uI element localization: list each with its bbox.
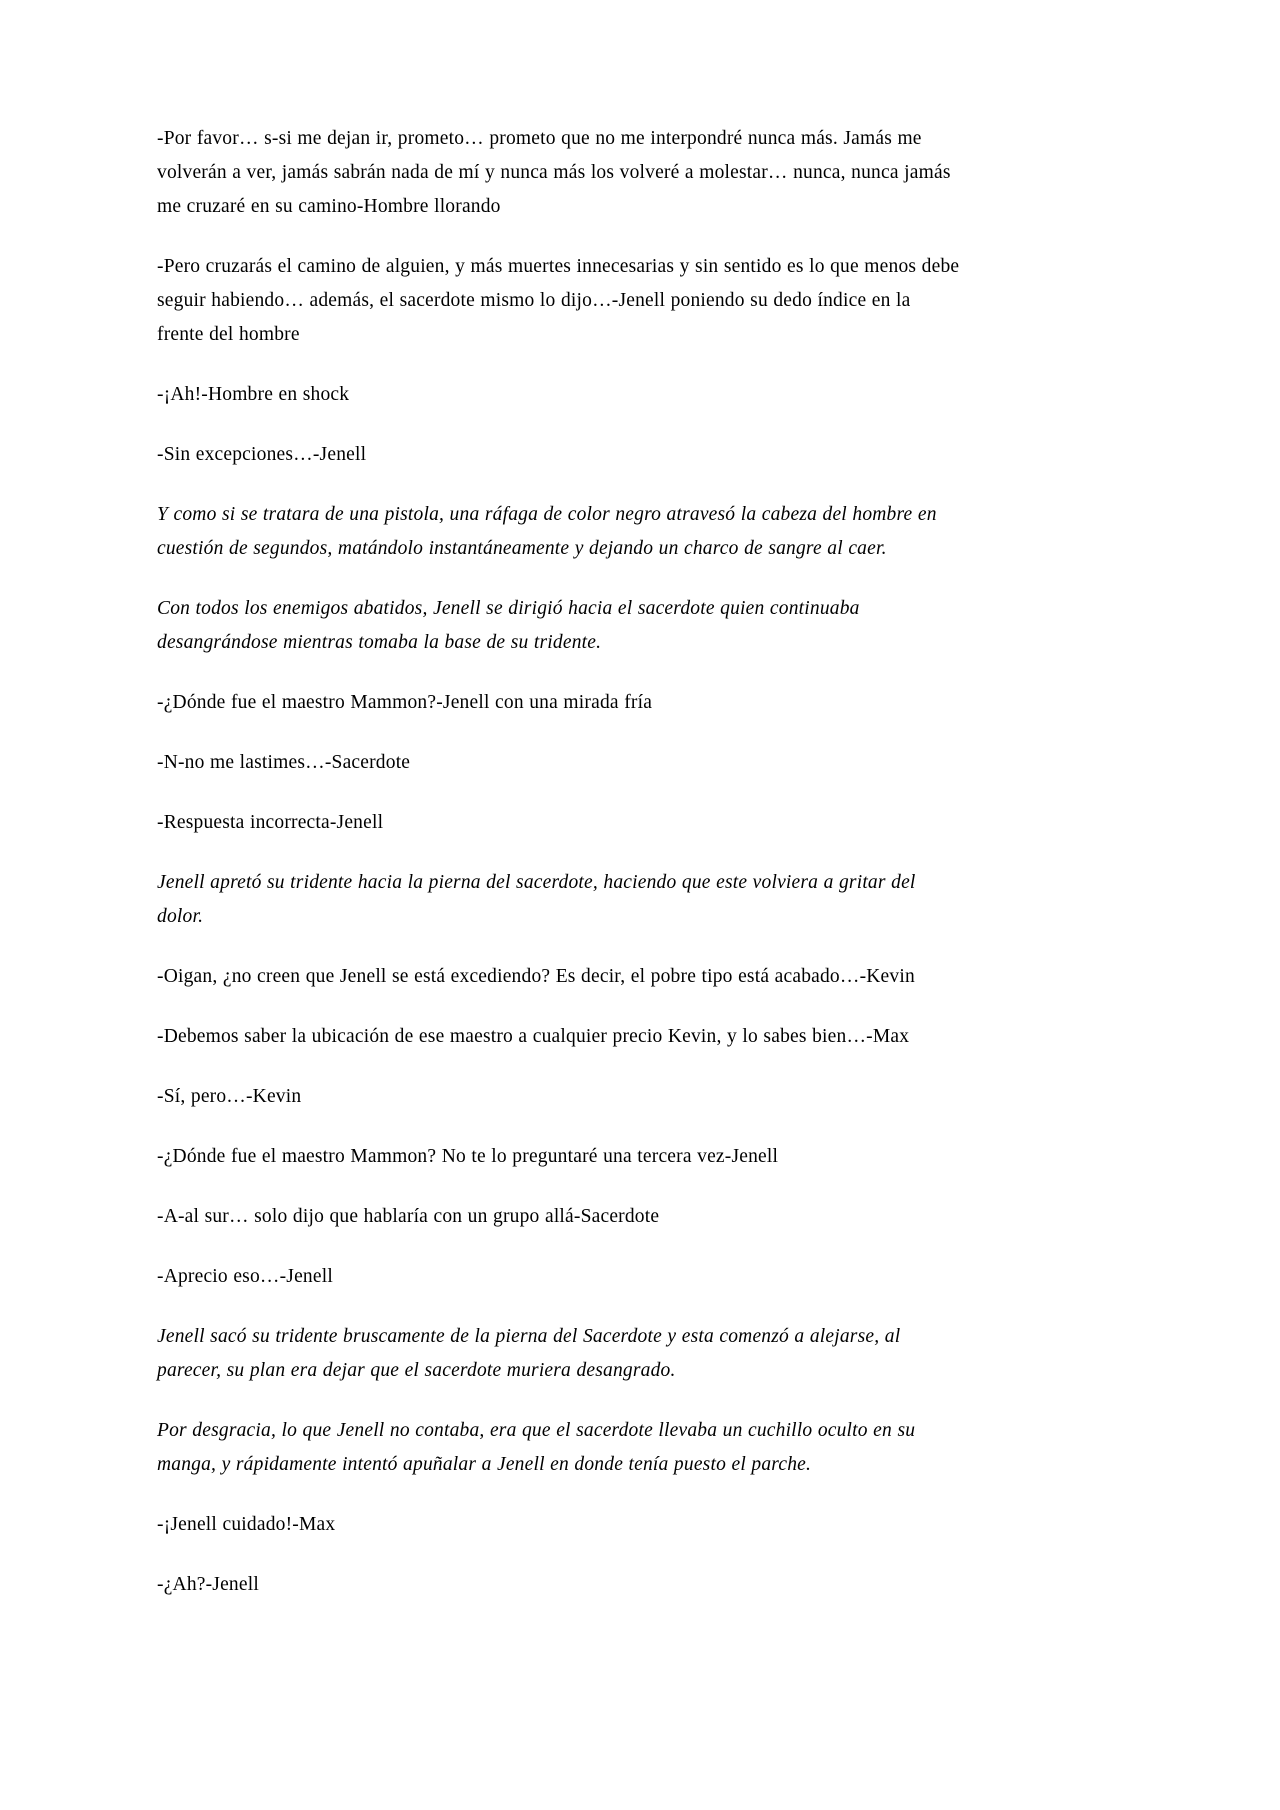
paragraph-p2: -Pero cruzarás el camino de alguien, y más muertes innecesarias y sin sentido es lo que menos debe seguir habiendo… además, el sacerdote mismo lo dijo…-Jenell poniendo su dedo índice en la frente del hombre [157,256,960,345]
paragraph-p5: Y como si se tratara de una pistola, una ráfaga de color negro atravesó la cabeza del hombre en cuestión de segundos, matándolo instantáneamente y dejando un charco de sangre al caer. [157,504,937,559]
paragraph-p6: Con todos los enemigos abatidos, Jenell se dirigió hacia el sacerdote quien continuaba desangrándose mientras tomaba la base de su tridente. [157,598,860,653]
paragraph-p10: Jenell apretó su tridente hacia la pierna del sacerdote, haciendo que este volviera a gritar del dolor. [157,872,916,927]
paragraph-p9: -Respuesta incorrecta-Jenell [157,812,384,833]
paragraph-p4: -Sin excepciones…-Jenell [157,444,367,465]
paragraph-p15: -A-al sur… solo dijo que hablaría con un grupo allá-Sacerdote [157,1206,660,1227]
document-text-column [157,122,962,1602]
paragraph-p17: Jenell sacó su tridente bruscamente de la pierna del Sacerdote y esta comenzó a alejarse, al parecer, su plan era dejar que el sacerdote muriera desangrado. [157,1326,901,1381]
paragraph-p1: -Por favor… s-si me dejan ir, prometo… prometo que no me interpondré nunca más. Jamás me volverán a ver, jamás sabrán nada de mí y nunca más los volveré a molestar… nunca, nunca jamás me cruzaré en su camino-Hombre llorando [157,128,951,217]
paragraph-p11: -Oigan, ¿no creen que Jenell se está excediendo? Es decir, el pobre tipo está acabado…-Kevin [157,966,915,987]
paragraph-p8: -N-no me lastimes…-Sacerdote [157,752,411,773]
paragraph-p18: Por desgracia, lo que Jenell no contaba, era que el sacerdote llevaba un cuchillo oculto en su manga, y rápidamente intentó apuñalar a Jenell en donde tenía puesto el parche. [157,1420,916,1475]
paragraph-p14: -¿Dónde fue el maestro Mammon? No te lo preguntaré una tercera vez-Jenell [157,1146,779,1167]
paragraph-p12: -Debemos saber la ubicación de ese maestro a cualquier precio Kevin, y lo sabes bien…-Max [157,1026,910,1047]
paragraph-p7: -¿Dónde fue el maestro Mammon?-Jenell con una mirada fría [157,692,653,713]
paragraph-p16: -Aprecio eso…-Jenell [157,1266,333,1287]
paragraph-p20: -¿Ah?-Jenell [157,1574,259,1595]
paragraph-p3: -¡Ah!-Hombre en shock [157,384,350,405]
paragraph-p13: -Sí, pero…-Kevin [157,1086,302,1107]
paragraph-p19: -¡Jenell cuidado!-Max [157,1514,336,1535]
